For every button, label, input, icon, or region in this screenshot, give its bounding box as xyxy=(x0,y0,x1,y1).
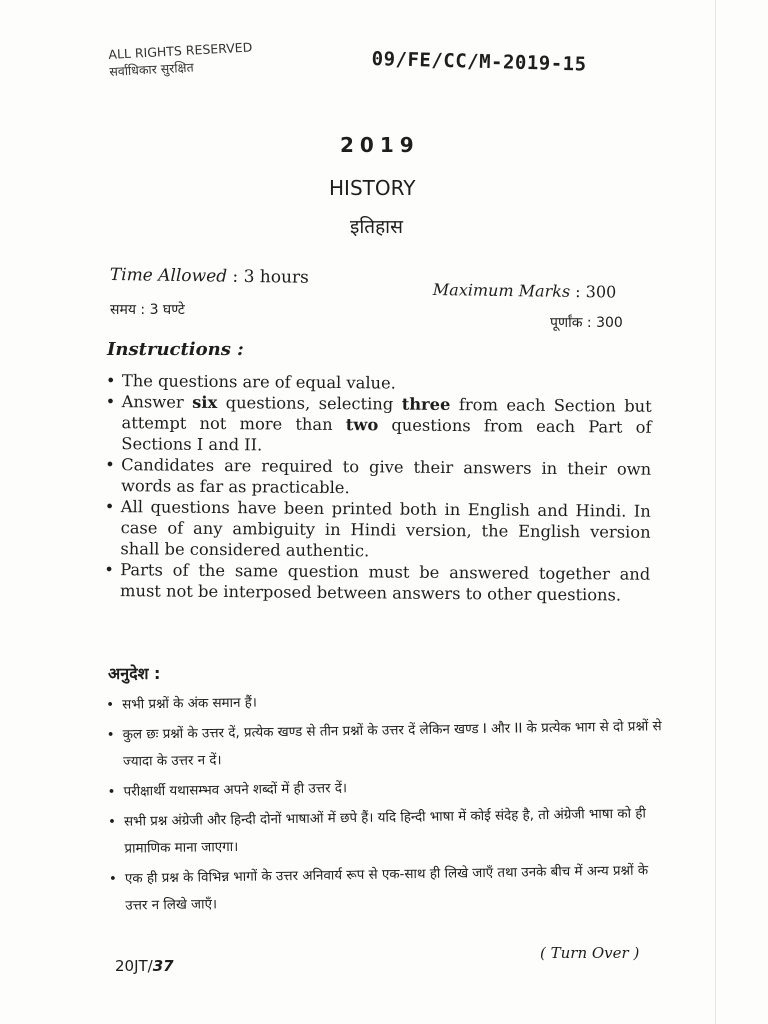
instructions-heading-hi: अनुदेश : xyxy=(108,664,161,683)
time-allowed: Time Allowed : 3 hours xyxy=(109,265,309,288)
maximum-marks-hi: पूर्णांक : 300 xyxy=(550,315,623,331)
rights-notice xyxy=(108,38,254,79)
maximum-marks-label: Maximum Marks xyxy=(432,280,571,301)
instructions-list-en xyxy=(102,370,652,606)
footer-code-number: 37 xyxy=(152,957,174,975)
footer-code-prefix: 20JT/ xyxy=(115,957,153,975)
subject-title-en: HISTORY xyxy=(329,176,416,200)
time-allowed-hi: समय : 3 घण्टे xyxy=(110,302,185,318)
instruction-item-hi: • सभी प्रश्न अंग्रेजी और हिन्दी दोनों भाषाओं में छपे हैं। यदि हिन्दी भाषा में कोई संदेह है, तो अंग्रेजी भाषा को ही प्रामाणिक माना जाएगा। xyxy=(106,800,667,863)
instruction-item-hi: • कुल छः प्रश्नों के उत्तर दें, प्रत्येक खण्ड से तीन प्रश्नों के उत्तर दें लेकिन खण्ड I और II के प्रत्येक भाग से दो प्रश्नों से ज्यादा के उत्तर न दें। xyxy=(104,713,665,776)
time-allowed-value: 3 hours xyxy=(243,266,309,288)
instructions-list-hi xyxy=(104,683,668,923)
instruction-item-hi: • सभी प्रश्नों के अंक समान हैं। xyxy=(104,683,664,719)
instruction-item: • All questions have been printed both in English and Hindi. In case of any ambiguity in Hindi version, the English version shall be considered authentic. xyxy=(102,496,651,564)
instructions-heading-en: Instructions : xyxy=(107,339,244,360)
instruction-item: • The questions are of equal value. xyxy=(104,370,652,396)
turn-over-note: ( Turn Over ) xyxy=(540,944,640,962)
maximum-marks: Maximum Marks : 300 xyxy=(432,280,617,302)
footer-code xyxy=(115,957,174,975)
instruction-item-hi: • परीक्षार्थी यथासम्भव अपने शब्दों में ही उत्तर दें। xyxy=(105,770,665,806)
rights-notice-en: ALL RIGHTS RESERVED xyxy=(108,39,253,62)
instruction-item: • Answer six questions, selecting three from each Section but attempt not more than two questions from each Part of Sections I and II. xyxy=(103,391,652,459)
exam-year: 2019 xyxy=(340,133,420,157)
maximum-marks-value: 300 xyxy=(585,282,617,302)
subject-title-hi: इतिहास xyxy=(350,216,403,238)
instruction-item: • Parts of the same question must be answered together and must not be interposed between answers to other questions. xyxy=(102,559,650,606)
paper-code: 09/FE/CC/M-2019-15 xyxy=(371,48,587,76)
time-allowed-label: Time Allowed xyxy=(109,265,228,287)
rights-notice-hi: सर्वाधिकार सुरक्षित xyxy=(108,59,194,79)
instruction-item: • Candidates are required to give their answers in their own words as far as practicable. xyxy=(103,454,651,501)
emphasis-six: six xyxy=(192,392,218,412)
page-edge xyxy=(715,0,716,1024)
instruction-item-hi: • एक ही प्रश्न के विभिन्न भागों के उत्तर अनिवार्य रूप से एक-साथ ही लिखे जाएँ तथा उनके बीच में अन्य प्रश्नों के उत्तर न लिखे जाएँ। xyxy=(107,857,668,920)
emphasis-three: three xyxy=(401,394,451,415)
emphasis-two: two xyxy=(345,415,379,435)
